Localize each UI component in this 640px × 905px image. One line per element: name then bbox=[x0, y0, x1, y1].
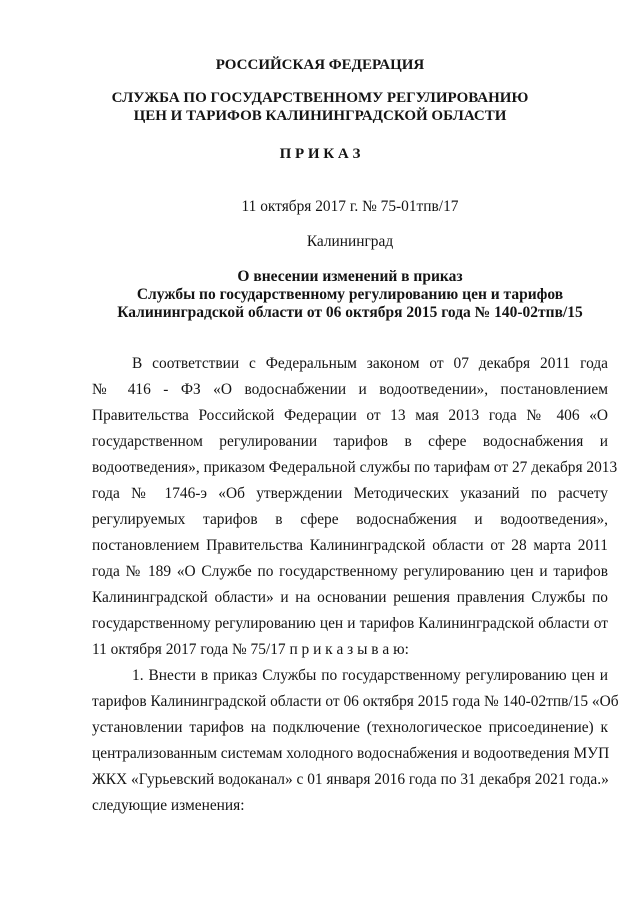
body-line: № 416 - ФЗ «О водоснабжении и водоотведении», постановлением bbox=[92, 381, 608, 398]
agency-heading-line-1: СЛУЖБА ПО ГОСУДАРСТВЕННОМУ РЕГУЛИРОВАНИЮ bbox=[111, 90, 529, 106]
body-line: постановлением Правительства Калининградской области от 28 марта 2011 bbox=[92, 537, 608, 554]
item-1-line: централизованным системам холодного водоснабжения и водоотведения МУП bbox=[92, 745, 610, 762]
country-heading: РОССИЙСКАЯ ФЕДЕРАЦИЯ bbox=[215, 57, 425, 73]
body-line: года № 189 «О Службе по государственному регулированию цен и тарифов bbox=[92, 563, 608, 580]
item-1-line: следующие изменения: bbox=[92, 797, 245, 814]
body-line: государственном регулировании тарифов в сфере водоснабжения и bbox=[92, 433, 608, 450]
body-line: года № 1746-э «Об утверждении Методических указаний по расчету bbox=[92, 485, 608, 502]
item-1-line: тарифов Калининградской области от 06 октября 2015 года № 140-02тпв/15 «Об bbox=[92, 693, 619, 710]
item-1-line: ЖКХ «Гурьевский водоканал» с 01 января 2016 года по 31 декабря 2021 года.» bbox=[92, 771, 609, 788]
body-line: В соответствии с Федеральным законом от 07 декабря 2011 года bbox=[132, 355, 608, 372]
item-1-line: установлении тарифов на подключение (технологическое присоединение) к bbox=[92, 719, 608, 736]
body-line: Правительства Российской Федерации от 13 мая 2013 года № 406 «О bbox=[92, 407, 608, 424]
body-line: государственному регулированию цен и тарифов Калининградской области от bbox=[92, 615, 608, 632]
body-line: 11 октября 2017 года № 75/17 п р и к а з ы в а ю: bbox=[92, 641, 409, 658]
agency-heading-line-2: ЦЕН И ТАРИФОВ КАЛИНИНГРАДСКОЙ ОБЛАСТИ bbox=[133, 108, 507, 124]
subject-line-1: О внесении изменений в приказ bbox=[237, 268, 463, 285]
item-1-line: 1. Внести в приказ Службы по государственному регулированию цен и bbox=[132, 667, 608, 684]
subject-line-3: Калининградской области от 06 октября 2015 года № 140-02тпв/15 bbox=[117, 304, 583, 321]
doc-type-heading: П Р И К А З bbox=[279, 146, 361, 162]
city: Калининград bbox=[306, 233, 394, 250]
date-number: 11 октября 2017 г. № 75-01тпв/17 bbox=[241, 198, 459, 215]
body-line: водоотведения», приказом Федеральной службы по тарифам от 27 декабря 2013 bbox=[92, 459, 618, 476]
body-line: Калининградской области» и на основании решения правления Службы по bbox=[92, 589, 608, 606]
subject-line-2: Службы по государственному регулированию цен и тарифов bbox=[136, 286, 564, 303]
body-line: регулируемых тарифов в сфере водоснабжения и водоотведения», bbox=[92, 511, 608, 528]
